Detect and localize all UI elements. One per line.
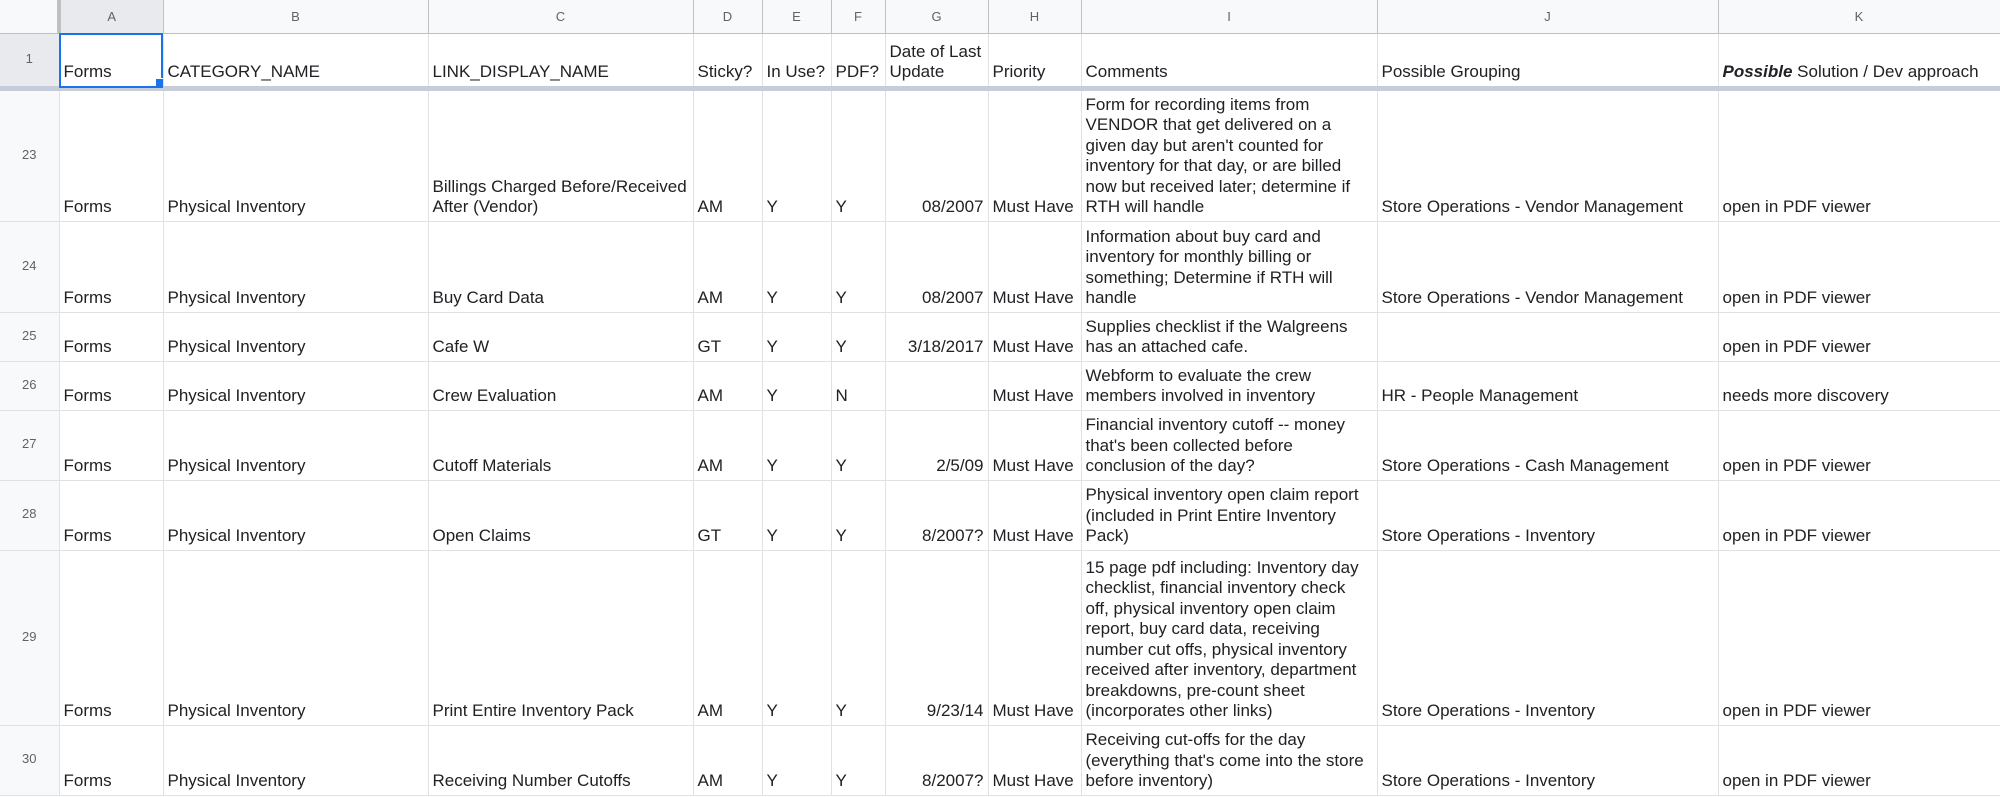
cell-solution[interactable]: open in PDF viewer <box>1718 725 2000 795</box>
cell-priority[interactable]: Must Have <box>988 725 1081 795</box>
cell-in-use[interactable]: Y <box>762 361 831 410</box>
cell-category[interactable]: Physical Inventory <box>163 221 428 312</box>
cell-grouping[interactable]: Store Operations - Inventory <box>1377 725 1718 795</box>
cell-comments[interactable]: Information about buy card and inventory for monthly billing or something; Determine if RTH will handle <box>1081 221 1377 312</box>
cell-grouping[interactable]: HR - People Management <box>1377 361 1718 410</box>
cell-category[interactable]: Physical Inventory <box>163 480 428 550</box>
column-header-k[interactable]: K <box>1718 0 2000 33</box>
row-header-25[interactable]: 25 <box>0 312 59 361</box>
cell-solution[interactable]: open in PDF viewer <box>1718 480 2000 550</box>
cell-comments[interactable]: 15 page pdf including: Inventory day checklist, financial inventory check off, physical inventory open claim report, buy card data, receiving number cut offs, physical inventory received after inventory, department breakdowns, pre-count sheet (incorporates other links) <box>1081 550 1377 725</box>
cell-comments[interactable]: Financial inventory cutoff -- money that's been collected before conclusion of the day? <box>1081 410 1377 480</box>
cell-grouping[interactable]: Store Operations - Vendor Management <box>1377 221 1718 312</box>
cell-link[interactable]: Receiving Number Cutoffs <box>428 725 693 795</box>
cell-date[interactable]: 3/18/2017 <box>885 312 988 361</box>
cell-in-use[interactable]: Y <box>762 88 831 221</box>
cell-priority[interactable]: Must Have <box>988 88 1081 221</box>
column-header-row <box>0 0 2000 33</box>
cell-forms[interactable]: Forms <box>59 410 163 480</box>
column-header-i[interactable]: I <box>1081 0 1377 33</box>
cell-in-use[interactable]: Y <box>762 480 831 550</box>
cell-priority-header[interactable]: Priority <box>988 33 1081 88</box>
cell-pdf[interactable]: Y <box>831 480 885 550</box>
cell-sticky[interactable]: AM <box>693 550 762 725</box>
row-header-30[interactable]: 30 <box>0 725 59 795</box>
cell-comments[interactable]: Supplies checklist if the Walgreens has an attached cafe. <box>1081 312 1377 361</box>
cell-link[interactable]: Billings Charged Before/Received After (Vendor) <box>428 88 693 221</box>
cell-solution-header[interactable] <box>1718 33 2000 88</box>
cell-forms[interactable]: Forms <box>59 361 163 410</box>
table-row <box>0 725 2000 795</box>
row-header-23[interactable]: 23 <box>0 88 59 221</box>
cell-in-use[interactable]: Y <box>762 550 831 725</box>
cell-solution[interactable]: open in PDF viewer <box>1718 312 2000 361</box>
cell-date[interactable]: 9/23/14 <box>885 550 988 725</box>
cell-pdf[interactable]: Y <box>831 312 885 361</box>
cell-date[interactable]: 8/2007? <box>885 725 988 795</box>
row-header-29[interactable]: 29 <box>0 550 59 725</box>
table-row <box>0 88 2000 221</box>
solution-header-text: Solution / Dev approach <box>1792 62 1979 81</box>
cell-category[interactable]: Physical Inventory <box>163 410 428 480</box>
cell-grouping[interactable]: Store Operations - Inventory <box>1377 550 1718 725</box>
cell-pdf[interactable]: N <box>831 361 885 410</box>
cell-link[interactable]: Cutoff Materials <box>428 410 693 480</box>
cell-in-use[interactable]: Y <box>762 410 831 480</box>
solution-header-emphasis: Possible <box>1722 62 1793 81</box>
cell-grouping[interactable]: Store Operations - Inventory <box>1377 480 1718 550</box>
column-header-h[interactable]: H <box>988 0 1081 33</box>
cell-solution[interactable]: open in PDF viewer <box>1718 88 2000 221</box>
cell-priority[interactable]: Must Have <box>988 361 1081 410</box>
cell-a1-forms-header[interactable]: Forms <box>59 33 163 88</box>
cell-grouping[interactable] <box>1377 312 1718 361</box>
cell-pdf[interactable]: Y <box>831 550 885 725</box>
cell-grouping[interactable]: Store Operations - Vendor Management <box>1377 88 1718 221</box>
cell-pdf[interactable]: Y <box>831 725 885 795</box>
cell-priority[interactable]: Must Have <box>988 410 1081 480</box>
column-header-f[interactable]: F <box>831 0 885 33</box>
cell-link[interactable]: Cafe W <box>428 312 693 361</box>
select-all-corner[interactable] <box>0 0 59 33</box>
table-row <box>0 312 2000 361</box>
cell-in-use[interactable]: Y <box>762 725 831 795</box>
cell-in-use[interactable]: Y <box>762 221 831 312</box>
cell-forms[interactable]: Forms <box>59 550 163 725</box>
cell-forms[interactable]: Forms <box>59 725 163 795</box>
column-header-d[interactable]: D <box>693 0 762 33</box>
column-header-a[interactable]: A <box>59 0 163 33</box>
cell-sticky[interactable]: AM <box>693 361 762 410</box>
table-row <box>0 480 2000 550</box>
row-header-1[interactable]: 1 <box>0 33 59 88</box>
cell-date[interactable]: 08/2007 <box>885 221 988 312</box>
cell-comments[interactable]: Physical inventory open claim report (included in Print Entire Inventory Pack) <box>1081 480 1377 550</box>
cell-date[interactable]: 08/2007 <box>885 88 988 221</box>
cell-category[interactable]: Physical Inventory <box>163 88 428 221</box>
cell-priority[interactable]: Must Have <box>988 221 1081 312</box>
cell-sticky[interactable]: AM <box>693 410 762 480</box>
row-header-28[interactable]: 28 <box>0 480 59 550</box>
cell-category[interactable]: Physical Inventory <box>163 312 428 361</box>
cell-sticky[interactable]: AM <box>693 725 762 795</box>
cell-forms[interactable]: Forms <box>59 221 163 312</box>
cell-grouping[interactable]: Store Operations - Cash Management <box>1377 410 1718 480</box>
cell-link[interactable]: Buy Card Data <box>428 221 693 312</box>
cell-pdf[interactable]: Y <box>831 410 885 480</box>
cell-pdf-header[interactable]: PDF? <box>831 33 885 88</box>
row-header-27[interactable]: 27 <box>0 410 59 480</box>
cell-link[interactable]: Crew Evaluation <box>428 361 693 410</box>
column-header-g[interactable]: G <box>885 0 988 33</box>
cell-comments[interactable]: Form for recording items from VENDOR that get delivered on a given day but aren't counted for inventory for that day, or are billed now but received later; determine if RTH will handle <box>1081 88 1377 221</box>
cell-link[interactable]: Print Entire Inventory Pack <box>428 550 693 725</box>
cell-solution[interactable]: open in PDF viewer <box>1718 221 2000 312</box>
cell-comments-header[interactable]: Comments <box>1081 33 1377 88</box>
cell-category[interactable]: Physical Inventory <box>163 725 428 795</box>
column-header-b[interactable]: B <box>163 0 428 33</box>
cell-in-use-header[interactable]: In Use? <box>762 33 831 88</box>
cell-priority[interactable]: Must Have <box>988 480 1081 550</box>
cell-date[interactable]: 8/2007? <box>885 480 988 550</box>
cell-in-use[interactable]: Y <box>762 312 831 361</box>
cell-comments[interactable]: Webform to evaluate the crew members involved in inventory <box>1081 361 1377 410</box>
column-header-e[interactable]: E <box>762 0 831 33</box>
cell-forms[interactable]: Forms <box>59 88 163 221</box>
cell-pdf[interactable]: Y <box>831 221 885 312</box>
cell-category[interactable]: Physical Inventory <box>163 550 428 725</box>
cell-sticky[interactable]: AM <box>693 88 762 221</box>
column-header-j[interactable]: J <box>1377 0 1718 33</box>
row-header-26[interactable]: 26 <box>0 361 59 410</box>
cell-forms[interactable]: Forms <box>59 480 163 550</box>
table-row <box>0 361 2000 410</box>
cell-date[interactable] <box>885 361 988 410</box>
cell-forms[interactable]: Forms <box>59 312 163 361</box>
cell-priority[interactable]: Must Have <box>988 550 1081 725</box>
cell-date-header[interactable]: Date of Last Update <box>885 33 988 88</box>
cell-comments[interactable]: Receiving cut-offs for the day (everything that's come into the store before inventory) <box>1081 725 1377 795</box>
table-row <box>0 410 2000 480</box>
cell-sticky-header[interactable]: Sticky? <box>693 33 762 88</box>
cell-category-header[interactable]: CATEGORY_NAME <box>163 33 428 88</box>
cell-solution[interactable]: open in PDF viewer <box>1718 550 2000 725</box>
cell-sticky[interactable]: GT <box>693 312 762 361</box>
cell-solution[interactable]: needs more discovery <box>1718 361 2000 410</box>
column-header-c[interactable]: C <box>428 0 693 33</box>
cell-date[interactable]: 2/5/09 <box>885 410 988 480</box>
cell-solution[interactable]: open in PDF viewer <box>1718 410 2000 480</box>
cell-priority[interactable]: Must Have <box>988 312 1081 361</box>
cell-link-header[interactable]: LINK_DISPLAY_NAME <box>428 33 693 88</box>
cell-category[interactable]: Physical Inventory <box>163 361 428 410</box>
cell-sticky[interactable]: AM <box>693 221 762 312</box>
cell-grouping-header[interactable]: Possible Grouping <box>1377 33 1718 88</box>
cell-pdf[interactable]: Y <box>831 88 885 221</box>
row-header-24[interactable]: 24 <box>0 221 59 312</box>
table-row <box>0 221 2000 312</box>
table-row <box>0 550 2000 725</box>
cell-sticky[interactable]: GT <box>693 480 762 550</box>
cell-link[interactable]: Open Claims <box>428 480 693 550</box>
frozen-header-row <box>0 33 2000 88</box>
